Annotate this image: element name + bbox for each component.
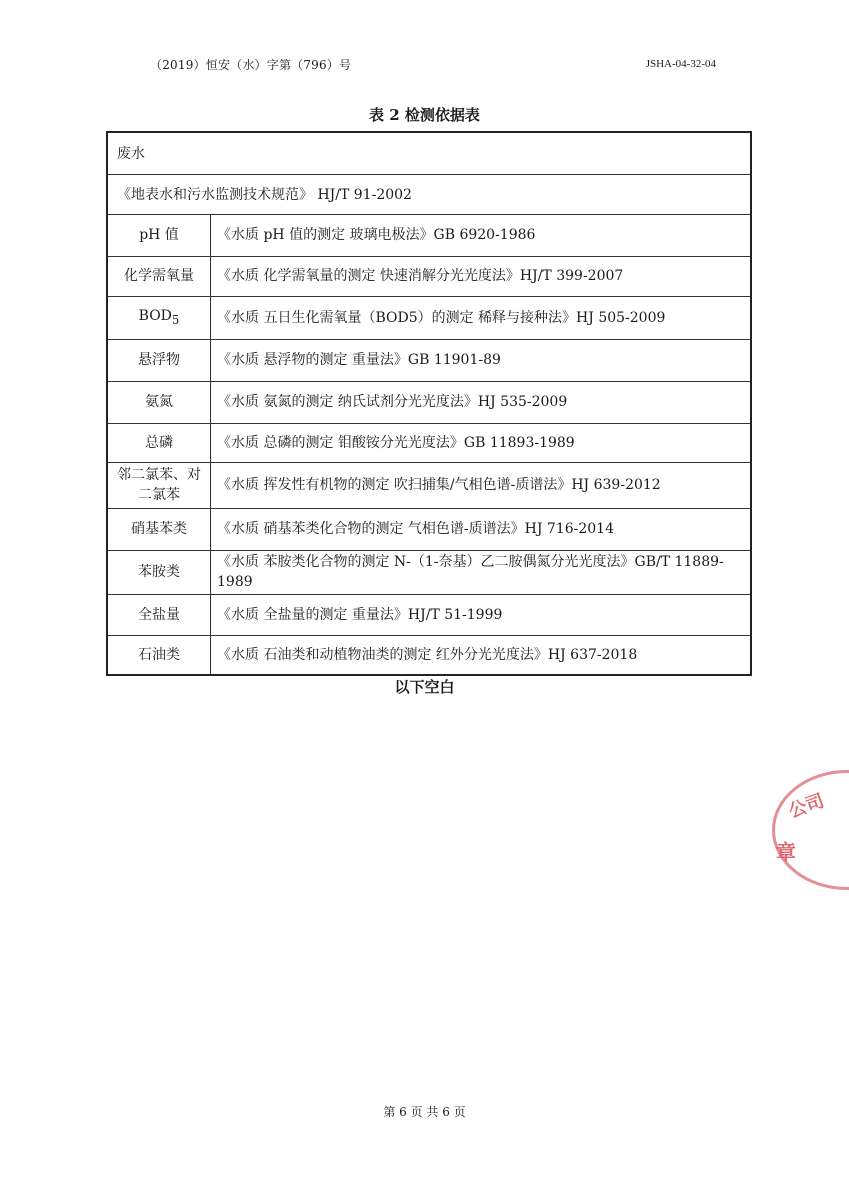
table-row bbox=[107, 550, 751, 594]
seal-ring bbox=[772, 770, 849, 890]
table-row bbox=[107, 214, 751, 256]
table-row bbox=[107, 635, 751, 675]
method-cell: 《水质 化学需氧量的测定 快速消解分光光度法》HJ/T 399-2007 bbox=[211, 256, 752, 296]
method-cell: 《水质 氨氮的测定 纳氏试剂分光光度法》HJ 535-2009 bbox=[211, 381, 752, 423]
table-title: 表 2 检测依据表 bbox=[369, 106, 480, 124]
seal-text-top: 公司 bbox=[786, 790, 828, 823]
test-item-cell: 总磷 bbox=[107, 423, 211, 462]
test-item-cell: 硝基苯类 bbox=[107, 508, 211, 550]
test-item-cell: 化学需氧量 bbox=[107, 256, 211, 296]
test-item-cell: 苯胺类 bbox=[107, 550, 211, 594]
method-cell: 《水质 硝基苯类化合物的测定 气相色谱-质谱法》HJ 716-2014 bbox=[211, 508, 752, 550]
company-seal bbox=[772, 770, 849, 890]
method-cell: 《水质 苯胺类化合物的测定 N-（1-奈基）乙二胺偶氮分光光度法》GB/T 11889-1989 bbox=[211, 550, 752, 594]
method-cell: 《水质 五日生化需氧量（BOD5）的测定 稀释与接种法》HJ 505-2009 bbox=[211, 296, 752, 339]
method-cell: 《水质 石油类和动植物油类的测定 红外分光光度法》HJ 637-2018 bbox=[211, 635, 752, 675]
page-number: 第 6 页 共 6 页 bbox=[383, 1105, 466, 1119]
document-code: JSHA-04-32-04 bbox=[645, 58, 716, 70]
seal-text-bottom: 章 bbox=[776, 840, 796, 864]
test-item-text: BOD bbox=[138, 307, 172, 324]
method-cell: 《水质 悬浮物的测定 重量法》GB 11901-89 bbox=[211, 339, 752, 381]
category-cell: 废水 bbox=[107, 132, 751, 174]
test-item-cell: 邻二氯苯、对二氯苯 bbox=[107, 462, 211, 508]
test-item-cell: 氨氮 bbox=[107, 381, 211, 423]
testing-basis-table bbox=[106, 131, 752, 676]
test-item-cell bbox=[107, 296, 211, 339]
method-cell: 《水质 pH 值的测定 玻璃电极法》GB 6920-1986 bbox=[211, 214, 752, 256]
table-row bbox=[107, 462, 751, 508]
report-number: （2019）恒安（水）字第（796）号 bbox=[150, 58, 352, 72]
test-item-cell: 悬浮物 bbox=[107, 339, 211, 381]
table-row bbox=[107, 594, 751, 635]
method-cell: 《水质 全盐量的测定 重量法》HJ/T 51-1999 bbox=[211, 594, 752, 635]
method-cell: 《水质 挥发性有机物的测定 吹扫捕集/气相色谱-质谱法》HJ 639-2012 bbox=[211, 462, 752, 508]
table-row bbox=[107, 296, 751, 339]
general-spec-row bbox=[107, 174, 751, 214]
table-row bbox=[107, 423, 751, 462]
table-row bbox=[107, 256, 751, 296]
table-row bbox=[107, 339, 751, 381]
method-cell: 《水质 总磷的测定 钼酸铵分光光度法》GB 11893-1989 bbox=[211, 423, 752, 462]
test-item-cell: pH 值 bbox=[107, 214, 211, 256]
test-item-subscript: 5 bbox=[171, 312, 180, 327]
blank-below-note: 以下空白 bbox=[394, 678, 455, 696]
general-spec-cell: 《地表水和污水监测技术规范》 HJ/T 91-2002 bbox=[107, 174, 751, 214]
test-item-cell: 石油类 bbox=[107, 635, 211, 675]
table-row bbox=[107, 508, 751, 550]
category-row bbox=[107, 132, 751, 174]
test-item-cell: 全盐量 bbox=[107, 594, 211, 635]
table-row bbox=[107, 381, 751, 423]
